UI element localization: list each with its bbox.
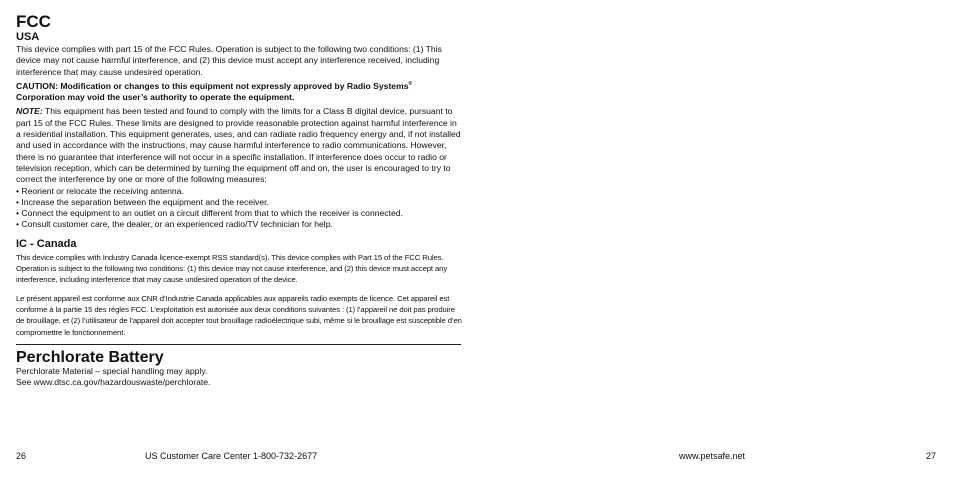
customer-care-footer: US Customer Care Center 1-800-732-2677 [145, 451, 318, 461]
list-item: • Increase the separation between the equipment and the receiver. [16, 197, 462, 208]
list-item: • Reorient or relocate the receiving antenna. [16, 186, 462, 197]
section-divider [16, 344, 461, 345]
left-page [16, 12, 462, 388]
perchlorate-line-2: See www.dtsc.ca.gov/hazardouswaste/perchlorate. [16, 377, 211, 388]
measures-list [16, 186, 462, 231]
ic-english-paragraph: This device complies with Industry Canada licence-exempt RSS standard(s). This device complies with Part 15 of the FCC Rules. Operation is subject to the following two conditions: (1) this device may not cause interference, and (2) this device must accept any interference, including interference that may cause undesired operation of the device. [16, 252, 448, 285]
usa-heading: USA [16, 31, 40, 43]
caution-text-cont: Corporation may void the user’s authority to operate the equipment. [16, 92, 295, 103]
note-paragraph [16, 106, 462, 185]
website-footer: www.petsafe.net [679, 451, 746, 461]
ic-french-paragraph: Le présent appareil est conforme aux CNR d’Industrie Canada applicables aux appareils radio exempts de licence. Cet appareil est conforme à la partie 15 des régles FCC. L’exploitation est autorisée aux deux conditions suivantes : (1) l’appareil ne doit pas produire de brouillage, et (2) l’utilisateur de l’appareil doit accepter tout brouillage radioélectrique subi, même si le brouillage est susceptible d’en compromettre le fonctionnement. [16, 293, 462, 337]
perchlorate-line-1: Perchlorate Material – special handling may apply. [16, 365, 208, 376]
caution-paragraph [16, 81, 462, 104]
list-item: • Consult customer care, the dealer, or an experienced radio/TV technician for help. [16, 219, 462, 230]
list-item: • Connect the equipment to an outlet on a circuit different from that to which the receiver is connected. [16, 208, 462, 219]
fcc-heading: FCC [16, 12, 51, 31]
note-label: NOTE: [16, 106, 43, 117]
right-page-number: 27 [926, 451, 937, 461]
registered-mark: ® [408, 81, 413, 88]
note-text: This equipment has been tested and found to comply with the limits for a Class B digital device, pursuant to part 15 of the FCC Rules. These limits are designed to provide reasonable protection against harmful interference in a residential installation. This equipment generates, uses, and can radiate radio frequency energy and, if not installed and used in accordance with the instructions, may cause harmful interference to radio communications. However, there is no guarantee that interference will not occur in a specific installation. If interference does occur to radio or television reception, which can be determined by turning the equipment off and on, the user is encouraged to try to correct the interference by one or more of the following measures: [16, 106, 461, 185]
usa-paragraph: This device complies with part 15 of the FCC Rules. Operation is subject to the following two conditions: (1) This device may not cause harmful interference, and (2) this device must accept any interference received, including interference that may cause undesired operation. [16, 44, 442, 77]
ic-canada-heading: IC - Canada [16, 237, 77, 250]
perchlorate-heading: Perchlorate Battery [16, 348, 164, 366]
left-page-number: 26 [16, 451, 27, 461]
caution-text: CAUTION: Modification or changes to this equipment not expressly approved by Radio Systems [16, 80, 409, 91]
